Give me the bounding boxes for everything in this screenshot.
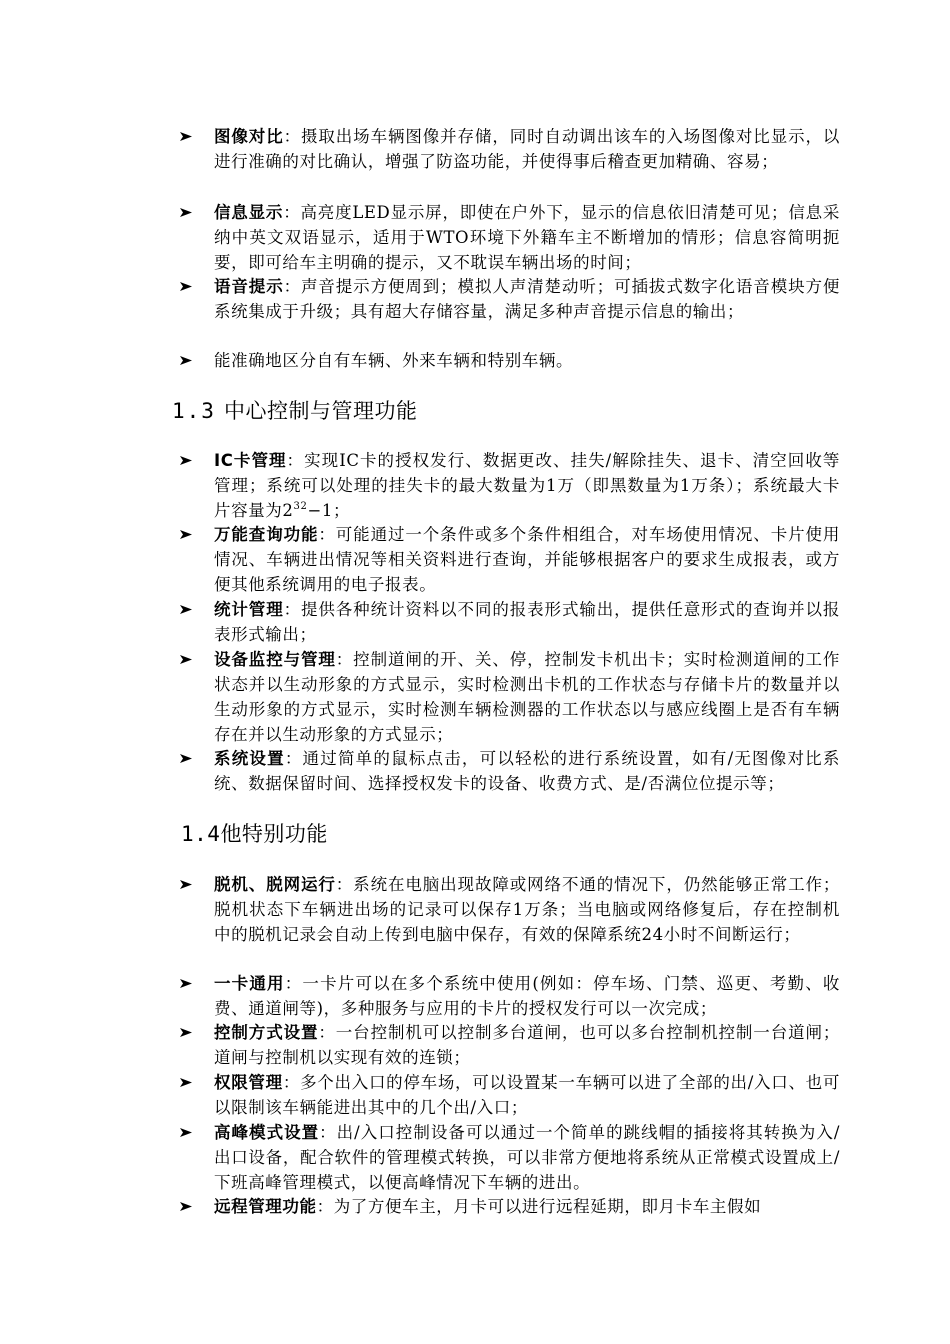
item-body: ：一台控制机可以控制多台道闸，也可以多台控制机控制一台道闸；道闸与控制机以实现有效的连锁； — [214, 1023, 840, 1067]
item-label: 控制方式设置 — [214, 1023, 319, 1042]
list-item — [0, 597, 950, 647]
list-item — [0, 1020, 950, 1070]
arrow-bullet-icon — [178, 1070, 198, 1095]
list-item-text — [214, 348, 840, 373]
arrow-bullet-icon — [178, 746, 198, 771]
list-item — [0, 124, 950, 200]
arrow-bullet-icon — [178, 647, 198, 672]
item-body: ：通过简单的鼠标点击，可以轻松的进行系统设置，如有/无图像对比系统、数据保留时间、选择授权发卡的设备、收费方式、是/否满位位提示等； — [214, 749, 840, 793]
superscript-exponent: 32 — [293, 501, 308, 512]
list-item-text — [214, 448, 840, 523]
list-item — [0, 971, 950, 1021]
item-label: 远程管理功能 — [214, 1197, 317, 1216]
heading-number: 1.4 — [181, 822, 221, 846]
item-body: ：提供各种统计资料以不同的报表形式输出，提供任意形式的查询并以报表形式输出； — [214, 600, 840, 644]
item-label: 权限管理 — [214, 1073, 283, 1092]
arrow-bullet-icon — [178, 522, 198, 547]
arrow-bullet-icon — [178, 1020, 198, 1045]
arrow-bullet-icon — [178, 1120, 198, 1145]
item-label: 设备监控与管理 — [214, 650, 336, 669]
list-item-text — [214, 124, 840, 174]
list-item-text — [214, 647, 840, 747]
list-item-text — [214, 522, 840, 597]
item-body: 能准确地区分自有车辆、外来车辆和特别车辆。 — [214, 351, 574, 370]
item-label: 语音提示 — [214, 277, 284, 296]
arrow-bullet-icon — [178, 1194, 198, 1219]
item-label: 图像对比 — [214, 127, 284, 146]
list-item — [0, 1070, 950, 1120]
list-item — [0, 746, 950, 822]
arrow-bullet-icon — [178, 348, 198, 373]
item-body: ：控制道闸的开、关、停，控制发卡机出卡；实时检测道闸的工作状态并以生动形象的方式显示，实时检测出卡机的工作状态与存储卡片的数量并以生动形象的方式显示，实时检测车辆检测器的工作状态以与感应线圈上是否有车辆存在并以生动形象的方式显示； — [214, 650, 840, 744]
list-item-text — [214, 1070, 840, 1120]
list-item-text — [214, 200, 840, 275]
list-item — [0, 274, 950, 350]
item-body: ：一卡片可以在多个系统中使用(例如：停车场、门禁、巡更、考勤、收费、通道闸等)，多种服务与应用的卡片的授权发行可以一次完成； — [214, 974, 841, 1018]
item-label: 统计管理 — [214, 600, 284, 619]
section-heading-1-4 — [181, 820, 328, 848]
item-label: 系统设置 — [214, 749, 285, 768]
arrow-bullet-icon — [178, 971, 198, 996]
item-body: ：系统在电脑出现故障或网络不通的情况下，仍然能够正常工作；脱机状态下车辆进出场的记录可以保存1万条；当电脑或网络修复后，存在控制机中的脱机记录会自动上传到电脑中保存，有效的保障系统24小时不间断运行； — [214, 875, 840, 944]
item-body: ：可能通过一个条件或多个条件相组合，对车场使用情况、卡片使用情况、车辆进出情况等相关资料进行查询，并能够根据客户的要求生成报表，或方便其他系统调用的电子报表。 — [214, 525, 840, 594]
list-item-text — [214, 274, 840, 324]
item-body: ：出/入口控制设备可以通过一个简单的跳线帽的插接将其转换为入/出口设备，配合软件的管理模式转换，可以非常方便地将系统从正常模式设置成上/下班高峰管理模式，以便高峰情况下车辆的进出。 — [214, 1123, 841, 1192]
list-item — [0, 1194, 950, 1220]
item-label: 脱机、脱网运行 — [214, 875, 336, 894]
list-item — [0, 448, 950, 524]
item-label: 一卡通用 — [214, 974, 285, 993]
item-label: 高峰模式设置 — [214, 1123, 320, 1142]
arrow-bullet-icon — [178, 124, 198, 149]
arrow-bullet-icon — [178, 872, 198, 897]
heading-title: 他特别功能 — [220, 822, 328, 846]
list-item — [0, 872, 950, 972]
heading-title: 中心控制与管理功能 — [224, 399, 418, 423]
list-item-text — [214, 1194, 840, 1219]
item-body: ：摄取出场车辆图像并存储，同时自动调出该车的入场图像对比显示，以进行准确的对比确认，增强了防盗功能，并使得事后稽查更加精确、容易； — [214, 127, 840, 171]
list-item — [0, 647, 950, 747]
item-body-tail: −1； — [307, 501, 351, 520]
item-body: ：多个出入口的停车场，可以设置某一车辆可以进了全部的出/入口、也可以限制该车辆能进出其中的几个出/入口； — [214, 1073, 840, 1117]
item-body: ：声音提示方便周到；模拟人声清楚动听；可插拔式数字化语音模块方便系统集成于升级；具有超大存储容量，满足多种声音提示信息的输出； — [214, 277, 840, 321]
item-label: IC卡管理 — [214, 451, 287, 470]
item-body: ：为了方便车主，月卡可以进行远程延期，即月卡车主假如 — [316, 1197, 762, 1216]
item-label: 信息显示 — [214, 203, 284, 222]
list-item — [0, 1120, 950, 1196]
arrow-bullet-icon — [178, 200, 198, 225]
arrow-bullet-icon — [178, 448, 198, 473]
arrow-bullet-icon — [178, 274, 198, 299]
list-item — [0, 200, 950, 276]
section-heading-1-3 — [172, 397, 418, 425]
list-item-text — [214, 597, 840, 647]
list-item-text — [214, 1120, 840, 1195]
list-item-text — [214, 746, 840, 796]
item-body: ：实现IC卡的授权发行、数据更改、挂失/解除挂失、退卡、清空回收等管理；系统可以处理的挂失卡的最大数量为1万（即黑数量为1万条）；系统最大卡片容量为2 — [214, 451, 840, 520]
item-label: 万能查询功能 — [214, 525, 319, 544]
item-body: ：高亮度LED显示屏，即使在户外下，显示的信息依旧清楚可见；信息采纳中英文双语显示，适用于WTO环境下外籍车主不断增加的情形；信息容简明扼要，即可给车主明确的提示，又不耽误车辆出场的时间； — [214, 203, 841, 272]
heading-number: 1.3 — [172, 399, 216, 423]
list-item-text — [214, 1020, 840, 1070]
list-item-text — [214, 971, 840, 1021]
list-item — [0, 522, 950, 598]
list-item-text — [214, 872, 840, 947]
arrow-bullet-icon — [178, 597, 198, 622]
list-item — [0, 348, 950, 374]
